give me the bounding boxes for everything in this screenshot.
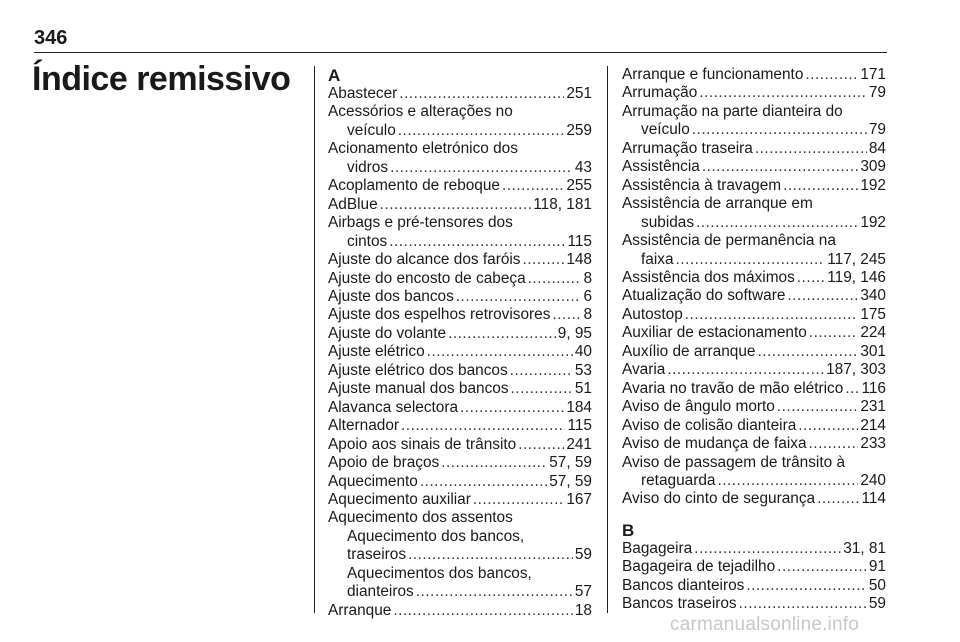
page-title: Índice remissivo — [32, 60, 291, 98]
index-entry: Aviso de ângulo morto ..... 231 — [622, 398, 886, 416]
index-entry: Assistência de permanência na — [622, 232, 836, 250]
index-entry: Arranque ..... 18 — [328, 602, 592, 620]
index-entry: Ajuste do alcance dos faróis ..... 148 — [328, 251, 592, 269]
index-entry-continuation: cintos ..... 115 — [328, 233, 592, 251]
index-entry: Bagageira ..... 31, 81 — [622, 540, 886, 558]
index-entry: Assistência à travagem ..... 192 — [622, 177, 886, 195]
index-entry: Atualização do software ..... 340 — [622, 287, 886, 305]
index-entry: Acoplamento de reboque ..... 255 — [328, 177, 592, 195]
index-entry: Acessórios e alterações no — [328, 103, 513, 121]
index-entry: Alavanca selectora ..... 184 — [328, 399, 592, 417]
index-subentry-continuation: traseiros ..... 59 — [328, 546, 592, 564]
column-divider — [607, 66, 608, 613]
index-entry: Abastecer ..... 251 — [328, 85, 592, 103]
index-entry-continuation: veículo ..... 259 — [328, 122, 592, 140]
index-entry: Aquecimento auxiliar ..... 167 — [328, 491, 592, 509]
index-entry: Arranque e funcionamento ..... 171 — [622, 66, 886, 84]
index-subentry-continuation: dianteiros ..... 57 — [328, 583, 592, 601]
index-entry: AdBlue ..... 118, 181 — [328, 196, 592, 214]
index-entry: Bancos traseiros ..... 59 — [622, 595, 886, 613]
index-entry: Airbags e pré-tensores dos — [328, 214, 513, 232]
index-column-2 — [622, 66, 886, 614]
index-entry: Bagageira de tejadilho ..... 91 — [622, 558, 886, 576]
index-entry: Auxiliar de estacionamento ..... 224 — [622, 324, 886, 342]
index-entry: Ajuste dos espelhos retrovisores ..... 8 — [328, 306, 592, 324]
index-entry: Arrumação na parte dianteira do — [622, 102, 843, 120]
index-entry: Arrumação ..... 79 — [622, 84, 886, 102]
index-entry: Aquecimento dos assentos — [328, 509, 513, 527]
index-entry: Bancos dianteiros ..... 50 — [622, 577, 886, 595]
index-entry: Arrumação traseira ..... 84 — [622, 140, 886, 158]
index-entry: Ajuste dos bancos ..... 6 — [328, 288, 592, 306]
page-number: 346 — [34, 27, 68, 49]
index-entry-continuation: veículo ..... 79 — [622, 121, 886, 139]
index-entry: Acionamento eletrónico dos — [328, 140, 518, 158]
index-entry: Assistência dos máximos ..... 119, 146 — [622, 269, 886, 287]
index-entry: Auxílio de arranque ..... 301 — [622, 343, 886, 361]
index-entry: Aviso de passagem de trânsito à — [622, 453, 846, 471]
index-entry: Ajuste manual dos bancos ..... 51 — [328, 380, 592, 398]
index-entry: Aviso de mudança de faixa ..... 233 — [622, 435, 886, 453]
column-divider — [314, 66, 315, 613]
index-entry: Ajuste do encosto de cabeça ..... 8 — [328, 270, 592, 288]
watermark: carmanualsonline.info — [670, 614, 860, 635]
index-entry: Alternador ..... 115 — [328, 417, 592, 435]
index-subentry: Aquecimentos dos bancos, — [347, 564, 532, 582]
index-entry: Assistência ..... 309 — [622, 158, 886, 176]
section-letter-b: B — [622, 520, 635, 540]
index-entry: Avaria no travão de mão elétrico ..... 116 — [622, 380, 886, 398]
index-subentry: Aquecimento dos bancos, — [347, 527, 525, 545]
index-entry: Autostop ..... 175 — [622, 306, 886, 324]
index-entry-continuation: faixa ..... 117, 245 — [622, 251, 886, 269]
index-entry: Assistência de arranque em — [622, 195, 813, 213]
index-entry: Apoio de braços ..... 57, 59 — [328, 454, 592, 472]
index-column-1 — [328, 66, 592, 620]
index-entry: Avaria ..... 187, 303 — [622, 361, 886, 379]
index-entry-continuation: retaguarda ..... 240 — [622, 472, 886, 490]
index-entry: Aquecimento ..... 57, 59 — [328, 473, 592, 491]
index-entry: Ajuste elétrico dos bancos ..... 53 — [328, 362, 592, 380]
index-entry-continuation: subidas ..... 192 — [622, 214, 886, 232]
index-entry: Apoio aos sinais de trânsito ..... 241 — [328, 436, 592, 454]
index-entry: Aviso do cinto de segurança ..... 114 — [622, 490, 886, 508]
index-entry: Ajuste elétrico ..... 40 — [328, 343, 592, 361]
section-letter-a: A — [328, 66, 341, 85]
header-rule — [34, 52, 887, 53]
index-entry-continuation: vidros ..... 43 — [328, 159, 592, 177]
index-entry: Aviso de colisão dianteira ..... 214 — [622, 417, 886, 435]
index-entry: Ajuste do volante ..... 9, 95 — [328, 325, 592, 343]
